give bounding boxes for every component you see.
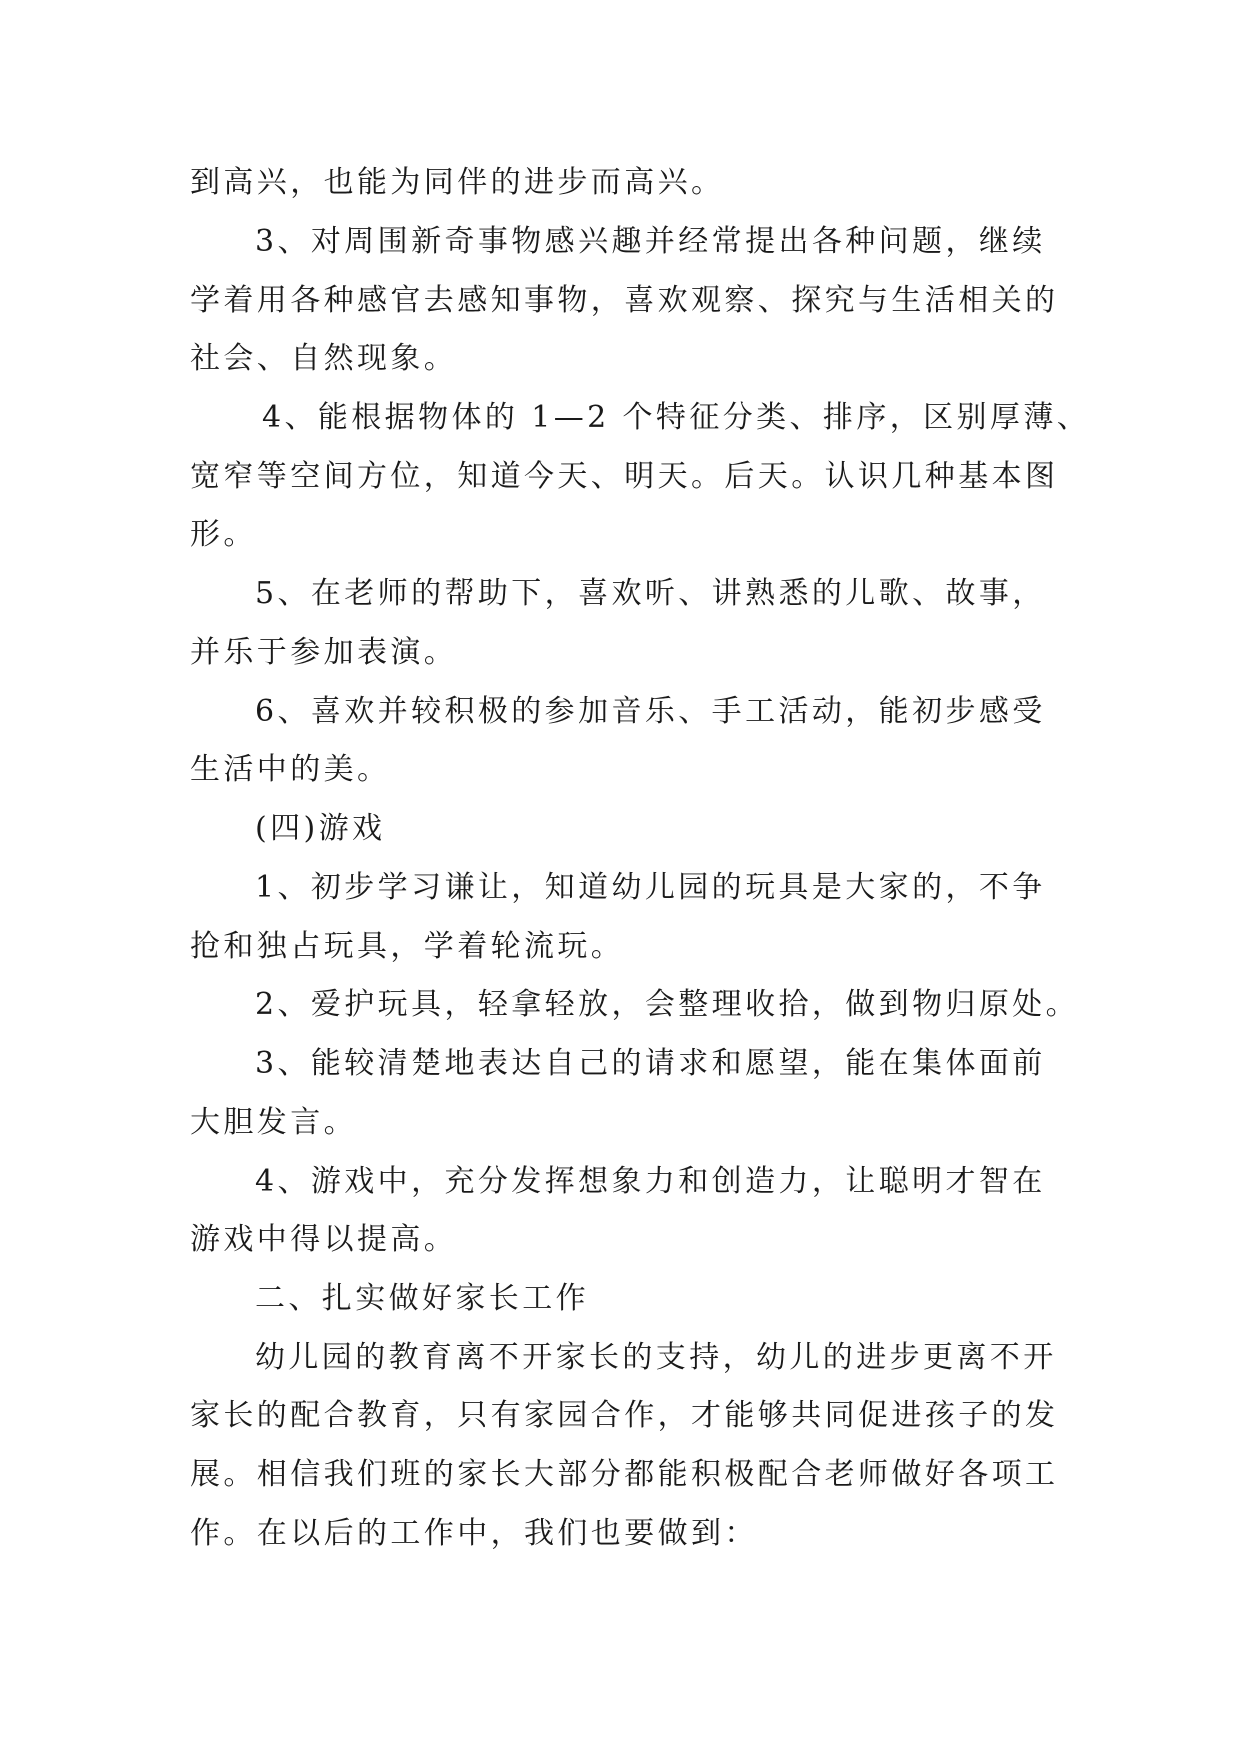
text-line: 5、在老师的帮助下，喜欢听、讲熟悉的儿歌、故事， (255, 576, 1046, 611)
text-line: 到高兴，也能为同伴的进步而高兴。 (190, 165, 725, 200)
section-heading: 二、扎实做好家长工作 (255, 1281, 589, 1316)
text-line: 幼儿园的教育离不开家长的支持，幼儿的进步更离不开 (255, 1340, 1057, 1375)
text-line: 作。在以后的工作中，我们也要做到： (190, 1516, 758, 1551)
text-line: 学着用各种感官去感知事物，喜欢观察、探究与生活相关的 (190, 283, 1059, 318)
text-line: 1、初步学习谦让，知道幼儿园的玩具是大家的，不争 (255, 870, 1046, 905)
text-line: 生活中的美。 (190, 752, 391, 787)
text-line: 抢和独占玩具，学着轮流玩。 (190, 929, 625, 964)
text-line: 3、对周围新奇事物感兴趣并经常提出各种问题，继续 (255, 224, 1046, 259)
text-line: 6、喜欢并较积极的参加音乐、手工活动，能初步感受 (255, 694, 1046, 729)
text-line: 形。 (190, 517, 257, 552)
text-line: 宽窄等空间方位，知道今天、明天。后天。认识几种基本图 (190, 459, 1059, 494)
text-line: 社会、自然现象。 (190, 341, 458, 376)
text-line: 大胆发言。 (190, 1105, 357, 1140)
text-line: 4、能根据物体的 1—2 个特征分类、排序，区别厚薄、 (262, 400, 1091, 435)
text-line: 家长的配合教育，只有家园合作，才能够共同促进孩子的发 (190, 1398, 1059, 1433)
text-line: 并乐于参加表演。 (190, 635, 458, 670)
text-line: 3、能较清楚地表达自己的请求和愿望，能在集体面前 (255, 1046, 1046, 1081)
text-line: 游戏中得以提高。 (190, 1222, 458, 1257)
section-heading: (四)游戏 (255, 811, 386, 846)
text-line: 展。相信我们班的家长大部分都能积极配合老师做好各项工 (190, 1457, 1059, 1492)
text-line: 2、爱护玩具，轻拿轻放，会整理收拾，做到物归原处。 (255, 987, 1080, 1022)
text-line: 4、游戏中，充分发挥想象力和创造力，让聪明才智在 (255, 1164, 1046, 1199)
